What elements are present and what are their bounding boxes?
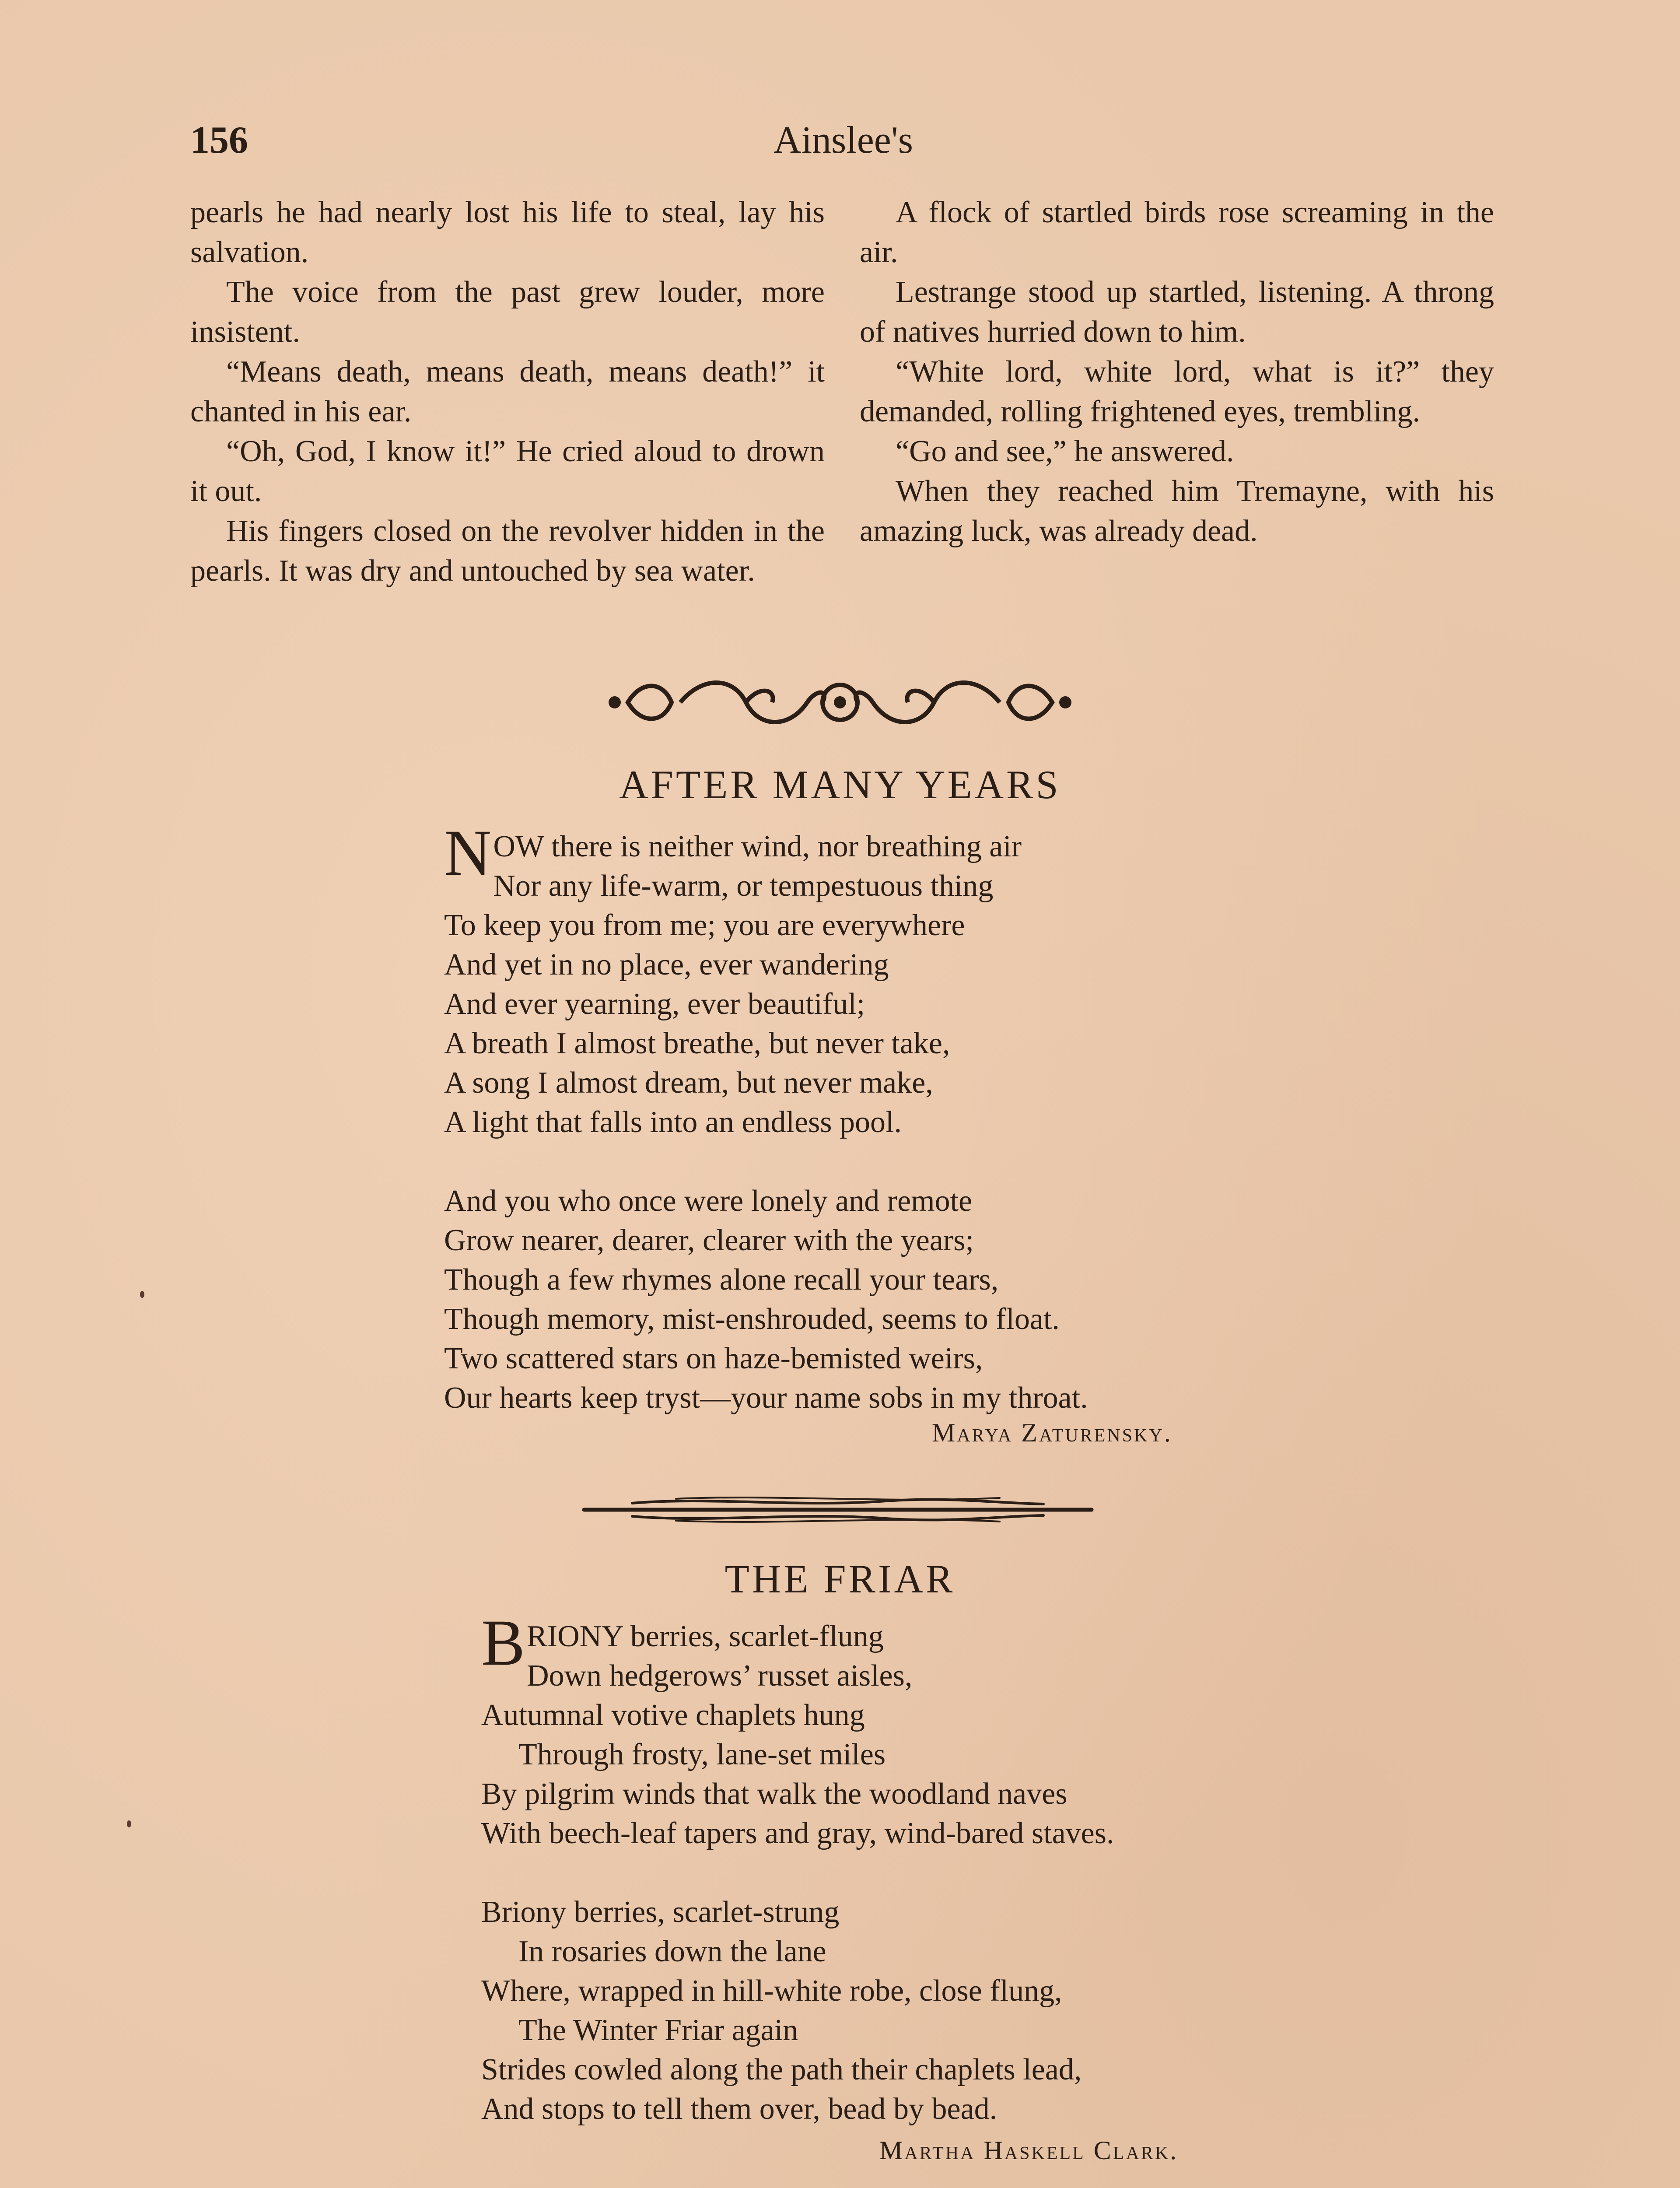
poem-line: Though a few rhymes alone recall your tears, (444, 1263, 999, 1297)
poem-line: Strides cowled along the path their chaplets lead, (481, 2053, 1082, 2086)
running-title: Ainslee's (774, 119, 913, 161)
poem-line: Down hedgerows’ russet aisles, (527, 1659, 913, 1693)
drop-cap: B (481, 1606, 525, 1679)
poem-line: Briony berries, scarlet-strung (481, 1895, 840, 1929)
wave-divider-icon (580, 1494, 1096, 1525)
poem-title-after-many-years: AFTER MANY YEARS (619, 762, 1061, 807)
poem-line: And ever yearning, ever beautiful; (444, 987, 865, 1021)
poem-line: Where, wrapped in hill-white robe, close flung, (481, 1974, 1062, 2008)
poem-line-text: RIONY berries, scarlet-flung (527, 1620, 884, 1653)
paper-speck (127, 1820, 131, 1827)
poem-line: In rosaries down the lane (518, 1935, 826, 1968)
poem-line: A song I almost dream, but never make, (444, 1066, 933, 1100)
paper-speck (140, 1291, 144, 1298)
poem-line: With beech-leaf tapers and gray, wind-bared staves. (481, 1816, 1114, 1850)
prose-column-left (190, 193, 825, 591)
paragraph: “Means death, means death, means death!” it chanted in his ear. (190, 355, 825, 428)
poem-line-text: OW there is neither wind, nor breathing air (493, 830, 1022, 863)
poem-line: And you who once were lonely and remote (444, 1184, 973, 1218)
poem-line: A breath I almost breathe, but never take, (444, 1027, 950, 1060)
poem-line: And stops to tell them over, bead by bead. (481, 2092, 998, 2126)
poem-line: Though memory, mist-enshrouded, seems to float. (444, 1302, 1060, 1336)
paragraph: Lestrange stood up startled, listening. A throng of natives hurried down to him. (860, 275, 1494, 349)
author-byline: Martha Haskell Clark. (879, 2136, 1179, 2165)
poem-line: Our hearts keep tryst—your name sobs in my throat. (444, 1381, 1088, 1415)
paragraph: “White lord, white lord, what is it?” they demanded, rolling frightened eyes, trembling. (860, 355, 1494, 428)
poem-line: Autumnal votive chaplets hung (481, 1698, 865, 1732)
ornament-icon (602, 672, 1078, 733)
poem-title-the-friar: THE FRIAR (724, 1557, 956, 1601)
poem-line: A light that falls into an endless pool. (444, 1105, 902, 1139)
prose-column-right (860, 193, 1494, 551)
drop-cap: N (444, 817, 492, 889)
author-byline: Marya Zaturensky. (932, 1418, 1172, 1447)
paragraph: His fingers closed on the revolver hidden in the pearls. It was dry and untouched by sea water. (190, 514, 825, 588)
paragraph: When they reached him Tremayne, with his amazing luck, was already dead. (860, 474, 1494, 548)
paragraph: The voice from the past grew louder, more insistent. (190, 275, 825, 349)
paragraph: “Go and see,” he answered. (896, 435, 1234, 468)
poem-line: Through frosty, lane-set miles (518, 1738, 886, 1771)
poem-line: Two scattered stars on haze-bemisted weirs, (444, 1342, 983, 1375)
poem-line: By pilgrim winds that walk the woodland naves (481, 1777, 1068, 1811)
paragraph: pearls he had nearly lost his life to steal, lay his salvation. (190, 196, 825, 269)
poem-line: And yet in no place, ever wandering (444, 948, 889, 982)
page-number: 156 (190, 119, 248, 161)
poem-after-many-years (444, 817, 1363, 1418)
poem-line: Nor any life-warm, or tempestuous thing (493, 869, 994, 903)
page-header (190, 118, 1496, 171)
stanza-break (444, 1142, 1363, 1182)
paragraph: A flock of startled birds rose screaming in the air. (860, 196, 1494, 269)
poem-line: To keep you from me; you are everywhere (444, 908, 965, 942)
paragraph: “Oh, God, I know it!” He cried aloud to drown it out. (190, 435, 825, 508)
poem-line: Grow nearer, dearer, clearer with the years; (444, 1224, 974, 1257)
poem-the-friar (481, 1606, 1400, 2129)
stanza-break (481, 1853, 1400, 1893)
poem-line: The Winter Friar again (518, 2013, 798, 2047)
